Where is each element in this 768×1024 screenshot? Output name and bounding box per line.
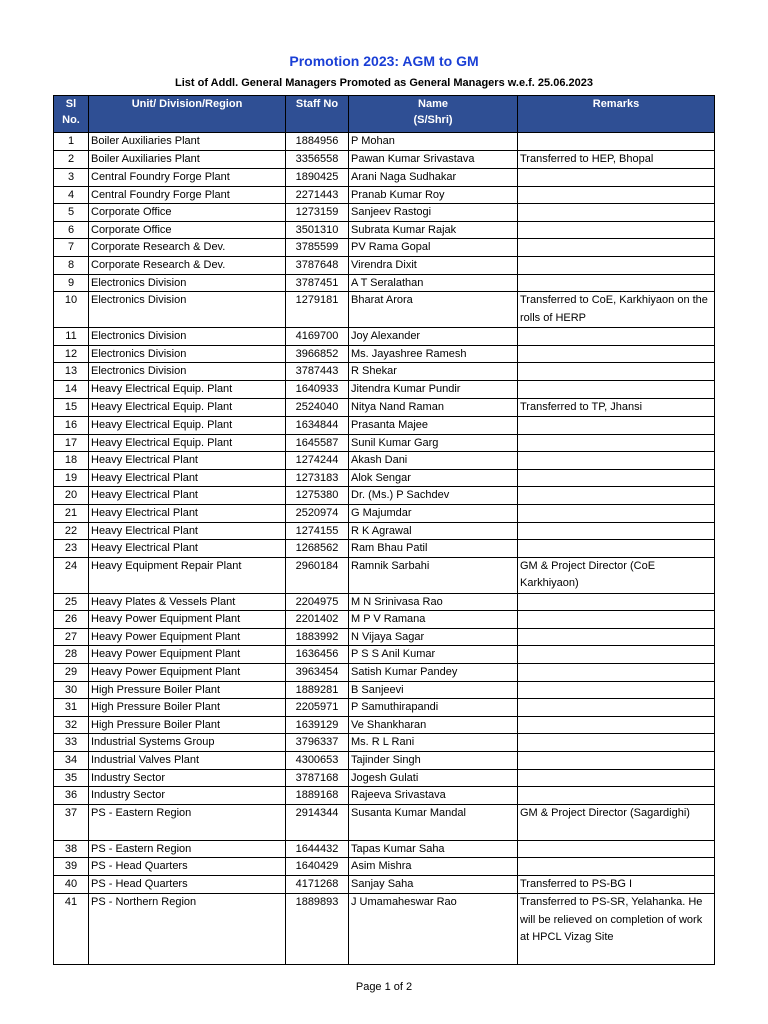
remarks-cell	[518, 452, 715, 470]
staff-no-cell: 1890425	[286, 169, 349, 187]
remarks-cell	[518, 858, 715, 876]
unit-cell: Industrial Systems Group	[89, 734, 286, 752]
staff-no-cell: 4300653	[286, 752, 349, 770]
staff-no-cell: 1639129	[286, 716, 349, 734]
remarks-cell: GM & Project Director (Sagardighi)	[518, 804, 715, 840]
unit-cell: Heavy Electrical Plant	[89, 504, 286, 522]
unit-cell: Electronics Division	[89, 292, 286, 328]
table-row	[54, 292, 715, 328]
name-cell: Ram Bhau Patil	[349, 540, 518, 558]
sl-cell: 16	[54, 416, 89, 434]
name-cell: Akash Dani	[349, 452, 518, 470]
unit-cell: Industry Sector	[89, 787, 286, 805]
name-cell: Subrata Kumar Rajak	[349, 221, 518, 239]
name-cell: Nitya Nand Raman	[349, 398, 518, 416]
remarks-cell: Transferred to PS-SR, Yelahanka. He will be relieved on completion of work at HPCL Vizag Site	[518, 894, 715, 965]
sl-cell: 38	[54, 840, 89, 858]
name-cell: J Umamaheswar Rao	[349, 894, 518, 965]
name-cell: P Mohan	[349, 133, 518, 151]
sl-cell: 28	[54, 646, 89, 664]
table-row	[54, 221, 715, 239]
name-cell: Jitendra Kumar Pundir	[349, 380, 518, 398]
table-row	[54, 186, 715, 204]
staff-no-cell: 1268562	[286, 540, 349, 558]
table-row	[54, 804, 715, 840]
unit-cell: Heavy Electrical Equip. Plant	[89, 380, 286, 398]
unit-cell: Boiler Auxiliaries Plant	[89, 150, 286, 168]
sl-cell: 13	[54, 363, 89, 381]
remarks-cell	[518, 186, 715, 204]
unit-cell: Central Foundry Forge Plant	[89, 186, 286, 204]
table-row	[54, 681, 715, 699]
sl-cell: 14	[54, 380, 89, 398]
remarks-cell	[518, 221, 715, 239]
sl-cell: 9	[54, 274, 89, 292]
remarks-cell	[518, 169, 715, 187]
staff-no-cell: 1889168	[286, 787, 349, 805]
sl-cell: 11	[54, 328, 89, 346]
column-header-remarks: Remarks	[518, 96, 715, 133]
staff-no-cell: 2204975	[286, 593, 349, 611]
table-row	[54, 540, 715, 558]
sl-cell: 6	[54, 221, 89, 239]
name-cell: Arani Naga Sudhakar	[349, 169, 518, 187]
sl-cell: 33	[54, 734, 89, 752]
remarks-cell	[518, 416, 715, 434]
sl-cell: 30	[54, 681, 89, 699]
remarks-cell	[518, 274, 715, 292]
unit-cell: Heavy Electrical Plant	[89, 540, 286, 558]
sl-cell: 15	[54, 398, 89, 416]
staff-no-cell: 3785599	[286, 239, 349, 257]
remarks-cell: GM & Project Director (CoE Karkhiyaon)	[518, 557, 715, 593]
table-row	[54, 699, 715, 717]
sl-cell: 4	[54, 186, 89, 204]
staff-no-cell: 1644432	[286, 840, 349, 858]
name-cell: Bharat Arora	[349, 292, 518, 328]
remarks-cell	[518, 540, 715, 558]
name-cell: Virendra Dixit	[349, 256, 518, 274]
table-row	[54, 452, 715, 470]
staff-no-cell: 2520974	[286, 504, 349, 522]
remarks-cell	[518, 487, 715, 505]
table-row	[54, 328, 715, 346]
page-title: Promotion 2023: AGM to GM	[289, 53, 479, 69]
name-cell: N Vijaya Sagar	[349, 628, 518, 646]
sl-cell: 29	[54, 664, 89, 682]
sl-cell: 24	[54, 557, 89, 593]
staff-no-cell: 1274155	[286, 522, 349, 540]
sl-cell: 12	[54, 345, 89, 363]
name-cell: Ms. R L Rani	[349, 734, 518, 752]
remarks-cell	[518, 699, 715, 717]
name-cell: Susanta Kumar Mandal	[349, 804, 518, 840]
staff-no-cell: 1636456	[286, 646, 349, 664]
unit-cell: Central Foundry Forge Plant	[89, 169, 286, 187]
table-row	[54, 239, 715, 257]
remarks-cell	[518, 611, 715, 629]
sl-cell: 22	[54, 522, 89, 540]
staff-no-cell: 2205971	[286, 699, 349, 717]
table-row	[54, 274, 715, 292]
sl-cell: 17	[54, 434, 89, 452]
unit-cell: Heavy Electrical Plant	[89, 452, 286, 470]
table-row	[54, 611, 715, 629]
sl-cell: 26	[54, 611, 89, 629]
unit-cell: Corporate Research & Dev.	[89, 239, 286, 257]
staff-no-cell: 4169700	[286, 328, 349, 346]
promotion-table	[53, 95, 715, 965]
sl-cell: 7	[54, 239, 89, 257]
staff-no-cell: 2201402	[286, 611, 349, 629]
staff-no-cell: 1279181	[286, 292, 349, 328]
table-row	[54, 380, 715, 398]
remarks-cell: Transferred to PS-BG I	[518, 876, 715, 894]
name-cell: R Shekar	[349, 363, 518, 381]
staff-no-cell: 1274244	[286, 452, 349, 470]
unit-cell: Heavy Electrical Equip. Plant	[89, 434, 286, 452]
sl-cell: 41	[54, 894, 89, 965]
name-cell: Joy Alexander	[349, 328, 518, 346]
name-cell: Tajinder Singh	[349, 752, 518, 770]
remarks-cell	[518, 380, 715, 398]
staff-no-cell: 2960184	[286, 557, 349, 593]
sl-cell: 37	[54, 804, 89, 840]
name-cell: PV Rama Gopal	[349, 239, 518, 257]
staff-no-cell: 3787648	[286, 256, 349, 274]
sl-cell: 25	[54, 593, 89, 611]
name-cell: Sanjay Saha	[349, 876, 518, 894]
unit-cell: Heavy Power Equipment Plant	[89, 664, 286, 682]
remarks-cell	[518, 664, 715, 682]
table-row	[54, 646, 715, 664]
staff-no-cell: 3787443	[286, 363, 349, 381]
sl-cell: 3	[54, 169, 89, 187]
remarks-cell	[518, 628, 715, 646]
sl-cell: 18	[54, 452, 89, 470]
remarks-cell	[518, 522, 715, 540]
table-row	[54, 469, 715, 487]
remarks-cell	[518, 716, 715, 734]
name-cell: M N Srinivasa Rao	[349, 593, 518, 611]
unit-cell: High Pressure Boiler Plant	[89, 716, 286, 734]
remarks-cell	[518, 504, 715, 522]
sl-cell: 23	[54, 540, 89, 558]
sl-cell: 27	[54, 628, 89, 646]
name-cell: Dr. (Ms.) P Sachdev	[349, 487, 518, 505]
remarks-cell	[518, 734, 715, 752]
table-row	[54, 398, 715, 416]
sl-cell: 36	[54, 787, 89, 805]
table-row	[54, 169, 715, 187]
unit-cell: Heavy Power Equipment Plant	[89, 611, 286, 629]
table-row	[54, 150, 715, 168]
remarks-cell: Transferred to TP, Jhansi	[518, 398, 715, 416]
table-row	[54, 628, 715, 646]
table-row	[54, 664, 715, 682]
staff-no-cell: 2524040	[286, 398, 349, 416]
staff-no-cell: 3787451	[286, 274, 349, 292]
remarks-cell	[518, 363, 715, 381]
unit-cell: PS - Northern Region	[89, 894, 286, 965]
unit-cell: High Pressure Boiler Plant	[89, 681, 286, 699]
staff-no-cell: 1634844	[286, 416, 349, 434]
table-row	[54, 769, 715, 787]
remarks-cell	[518, 328, 715, 346]
page-number: Page 1 of 2	[355, 981, 413, 993]
staff-no-cell: 1883992	[286, 628, 349, 646]
unit-cell: PS - Eastern Region	[89, 804, 286, 840]
remarks-cell: Transferred to CoE, Karkhiyaon on the rolls of HERP	[518, 292, 715, 328]
staff-no-cell: 3966852	[286, 345, 349, 363]
staff-no-cell: 1275380	[286, 487, 349, 505]
staff-no-cell: 1884956	[286, 133, 349, 151]
table-row	[54, 204, 715, 222]
column-header-sl: Sl No.	[54, 96, 89, 133]
staff-no-cell: 4171268	[286, 876, 349, 894]
table-row	[54, 345, 715, 363]
name-cell: Sanjeev Rastogi	[349, 204, 518, 222]
sl-cell: 35	[54, 769, 89, 787]
table-row	[54, 434, 715, 452]
remarks-cell	[518, 239, 715, 257]
unit-cell: Corporate Office	[89, 221, 286, 239]
unit-cell: Heavy Electrical Equip. Plant	[89, 398, 286, 416]
name-cell: Satish Kumar Pandey	[349, 664, 518, 682]
unit-cell: Heavy Electrical Plant	[89, 487, 286, 505]
staff-no-cell: 1273183	[286, 469, 349, 487]
page-subtitle: List of Addl. General Managers Promoted as General Managers w.e.f. 25.06.2023	[175, 77, 593, 89]
staff-no-cell: 3963454	[286, 664, 349, 682]
sl-cell: 34	[54, 752, 89, 770]
sl-cell: 5	[54, 204, 89, 222]
table-row	[54, 752, 715, 770]
staff-no-cell: 1640429	[286, 858, 349, 876]
table-header-row	[54, 96, 715, 133]
staff-no-cell: 2914344	[286, 804, 349, 840]
remarks-cell	[518, 204, 715, 222]
name-cell: M P V Ramana	[349, 611, 518, 629]
staff-no-cell: 3796337	[286, 734, 349, 752]
unit-cell: Heavy Power Equipment Plant	[89, 646, 286, 664]
table-row	[54, 894, 715, 965]
staff-no-cell: 1889281	[286, 681, 349, 699]
remarks-cell	[518, 769, 715, 787]
staff-no-cell: 1645587	[286, 434, 349, 452]
unit-cell: Heavy Equipment Repair Plant	[89, 557, 286, 593]
table-row	[54, 504, 715, 522]
remarks-cell	[518, 469, 715, 487]
column-header-unit: Unit/ Division/Region	[89, 96, 286, 133]
sl-cell: 39	[54, 858, 89, 876]
remarks-cell	[518, 434, 715, 452]
name-cell: G Majumdar	[349, 504, 518, 522]
remarks-cell: Transferred to HEP, Bhopal	[518, 150, 715, 168]
name-cell: P Samuthirapandi	[349, 699, 518, 717]
unit-cell: Heavy Electrical Plant	[89, 522, 286, 540]
table-row	[54, 416, 715, 434]
table-row	[54, 876, 715, 894]
remarks-cell	[518, 681, 715, 699]
sl-cell: 2	[54, 150, 89, 168]
remarks-cell	[518, 752, 715, 770]
name-cell: A T Seralathan	[349, 274, 518, 292]
unit-cell: Industrial Valves Plant	[89, 752, 286, 770]
sl-cell: 1	[54, 133, 89, 151]
unit-cell: High Pressure Boiler Plant	[89, 699, 286, 717]
unit-cell: Corporate Office	[89, 204, 286, 222]
table-row	[54, 840, 715, 858]
unit-cell: PS - Eastern Region	[89, 840, 286, 858]
sl-cell: 21	[54, 504, 89, 522]
remarks-cell	[518, 256, 715, 274]
table-row	[54, 256, 715, 274]
table-row	[54, 133, 715, 151]
table-row	[54, 787, 715, 805]
name-cell: Sunil Kumar Garg	[349, 434, 518, 452]
sl-cell: 8	[54, 256, 89, 274]
sl-cell: 20	[54, 487, 89, 505]
remarks-cell	[518, 133, 715, 151]
unit-cell: Corporate Research & Dev.	[89, 256, 286, 274]
unit-cell: Heavy Electrical Plant	[89, 469, 286, 487]
unit-cell: PS - Head Quarters	[89, 876, 286, 894]
staff-no-cell: 2271443	[286, 186, 349, 204]
staff-no-cell: 3356558	[286, 150, 349, 168]
table-row	[54, 522, 715, 540]
table-row	[54, 734, 715, 752]
unit-cell: PS - Head Quarters	[89, 858, 286, 876]
staff-no-cell: 1273159	[286, 204, 349, 222]
staff-no-cell: 3787168	[286, 769, 349, 787]
unit-cell: Electronics Division	[89, 328, 286, 346]
remarks-cell	[518, 345, 715, 363]
sl-cell: 19	[54, 469, 89, 487]
table-row	[54, 593, 715, 611]
unit-cell: Electronics Division	[89, 345, 286, 363]
sl-cell: 31	[54, 699, 89, 717]
name-cell: Pranab Kumar Roy	[349, 186, 518, 204]
name-cell: B Sanjeevi	[349, 681, 518, 699]
name-cell: Tapas Kumar Saha	[349, 840, 518, 858]
staff-no-cell: 1889893	[286, 894, 349, 965]
name-cell: Ramnik Sarbahi	[349, 557, 518, 593]
name-cell: Pawan Kumar Srivastava	[349, 150, 518, 168]
remarks-cell	[518, 593, 715, 611]
unit-cell: Heavy Power Equipment Plant	[89, 628, 286, 646]
table-row	[54, 363, 715, 381]
name-cell: Jogesh Gulati	[349, 769, 518, 787]
remarks-cell	[518, 840, 715, 858]
table-row	[54, 716, 715, 734]
name-cell: Rajeeva Srivastava	[349, 787, 518, 805]
staff-no-cell: 1640933	[286, 380, 349, 398]
sl-cell: 10	[54, 292, 89, 328]
column-header-name: Name (S/Shri)	[349, 96, 518, 133]
unit-cell: Industry Sector	[89, 769, 286, 787]
table-row	[54, 487, 715, 505]
table-row	[54, 557, 715, 593]
sl-cell: 40	[54, 876, 89, 894]
unit-cell: Electronics Division	[89, 363, 286, 381]
unit-cell: Electronics Division	[89, 274, 286, 292]
name-cell: Ms. Jayashree Ramesh	[349, 345, 518, 363]
remarks-cell	[518, 646, 715, 664]
staff-no-cell: 3501310	[286, 221, 349, 239]
column-header-staff-no: Staff No	[286, 96, 349, 133]
name-cell: Asim Mishra	[349, 858, 518, 876]
name-cell: Alok Sengar	[349, 469, 518, 487]
name-cell: Prasanta Majee	[349, 416, 518, 434]
unit-cell: Boiler Auxiliaries Plant	[89, 133, 286, 151]
name-cell: Ve Shankharan	[349, 716, 518, 734]
sl-cell: 32	[54, 716, 89, 734]
remarks-cell	[518, 787, 715, 805]
unit-cell: Heavy Electrical Equip. Plant	[89, 416, 286, 434]
table-row	[54, 858, 715, 876]
name-cell: P S S Anil Kumar	[349, 646, 518, 664]
name-cell: R K Agrawal	[349, 522, 518, 540]
unit-cell: Heavy Plates & Vessels Plant	[89, 593, 286, 611]
table-body	[54, 133, 715, 965]
